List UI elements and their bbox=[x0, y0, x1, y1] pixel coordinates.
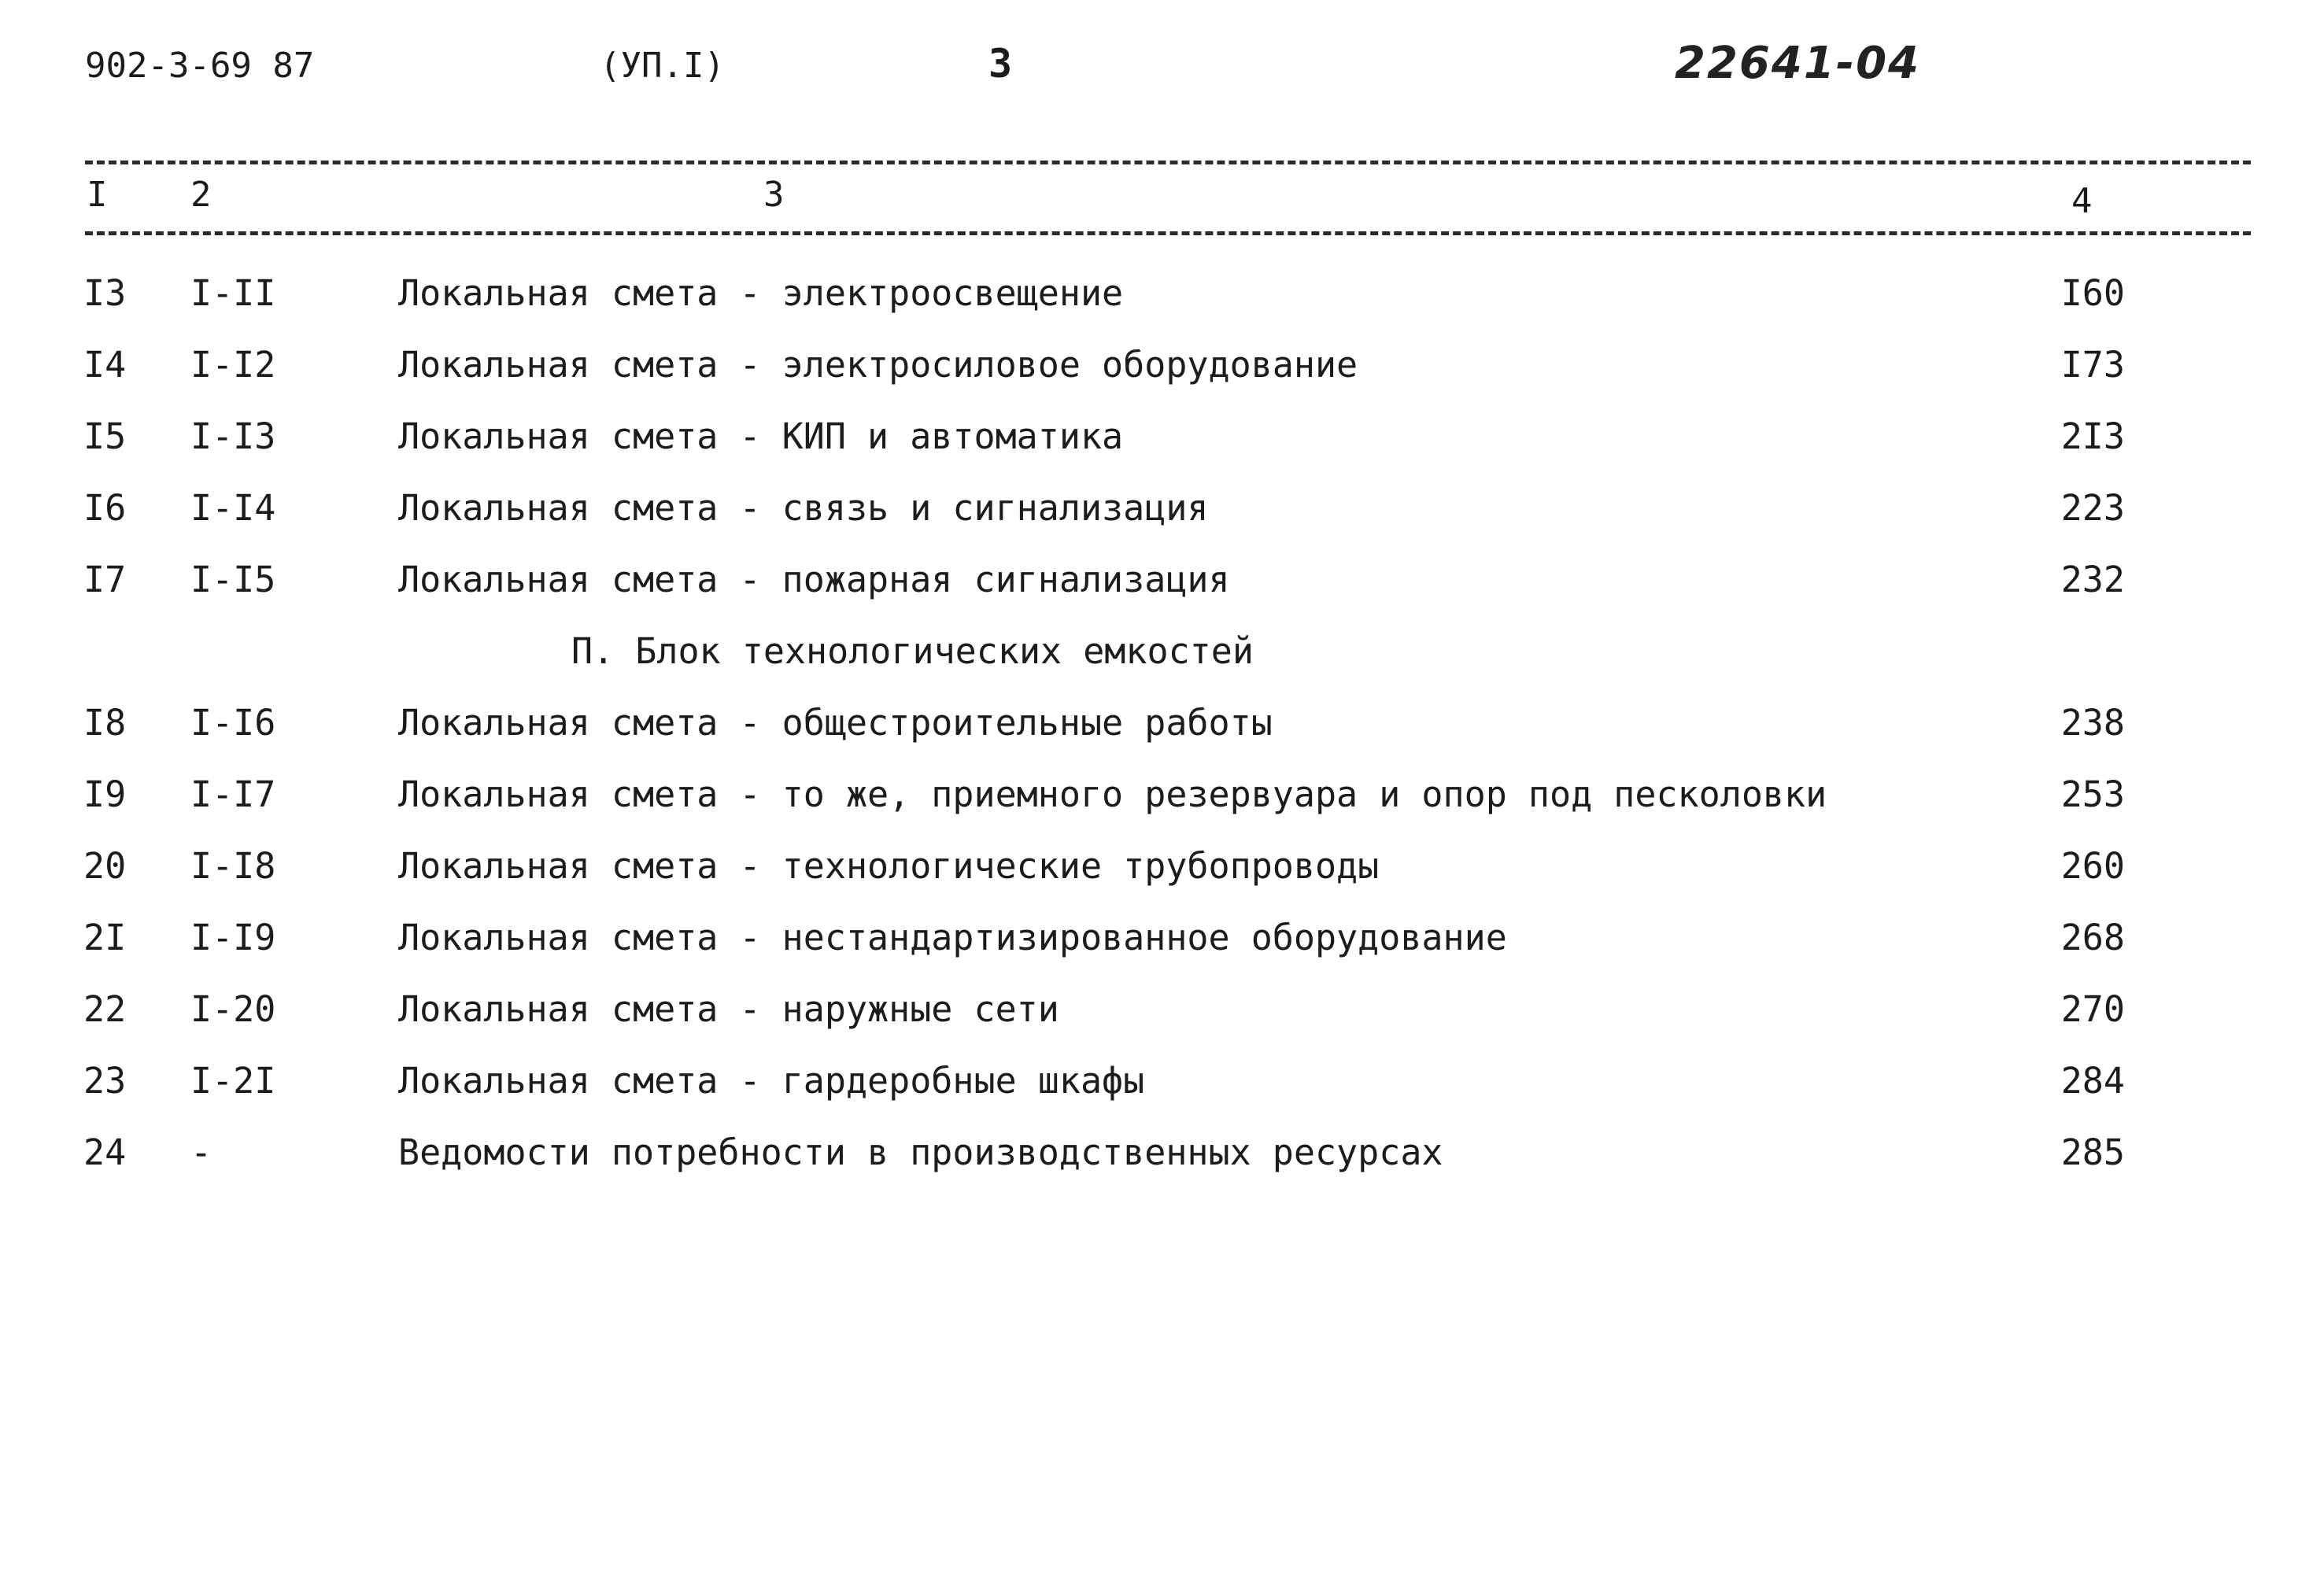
row-description: Локальная смета - то же, приемного резервуара и опор под песколовки bbox=[398, 773, 1827, 815]
row-description: Локальная смета - наружные сети bbox=[398, 988, 1059, 1030]
row-description: Локальная смета - нестандартизированное оборудование bbox=[398, 917, 1507, 958]
table-row bbox=[0, 559, 2324, 630]
table-row bbox=[0, 917, 2324, 988]
row-number: 2I bbox=[83, 917, 127, 958]
row-number: 20 bbox=[83, 845, 127, 887]
row-page: I60 bbox=[2060, 272, 2125, 314]
row-description: Локальная смета - гардеробные шкафы bbox=[398, 1060, 1145, 1102]
row-number: I6 bbox=[83, 487, 127, 529]
row-description: Локальная смета - электросиловое оборудование bbox=[398, 344, 1358, 386]
row-code: - bbox=[190, 1131, 212, 1173]
row-code: I-I3 bbox=[190, 415, 276, 457]
row-code: I-I4 bbox=[190, 487, 276, 529]
table-row bbox=[0, 702, 2324, 773]
row-page: 232 bbox=[2060, 559, 2125, 600]
row-description: Локальная смета - связь и сигнализация bbox=[398, 487, 1209, 529]
row-number: I8 bbox=[83, 702, 127, 744]
table-row bbox=[0, 272, 2324, 344]
row-number: I3 bbox=[83, 272, 127, 314]
doc-code: 902-3-69 87 bbox=[85, 46, 315, 86]
row-page: 223 bbox=[2060, 487, 2125, 529]
row-page: 284 bbox=[2060, 1060, 2125, 1102]
table-row bbox=[0, 487, 2324, 559]
page-number: 3 bbox=[988, 41, 1013, 87]
row-code: I-I6 bbox=[190, 702, 276, 744]
table-row bbox=[0, 415, 2324, 487]
row-number: I4 bbox=[83, 344, 127, 386]
table-row bbox=[0, 1131, 2324, 1203]
row-code: I-2I bbox=[190, 1060, 276, 1102]
row-number: I5 bbox=[83, 415, 127, 457]
row-page: I73 bbox=[2060, 344, 2125, 386]
table-row bbox=[0, 344, 2324, 415]
table-header-divider bbox=[85, 231, 2251, 235]
row-page: 2I3 bbox=[2060, 415, 2125, 457]
column-header-4: 4 bbox=[2071, 181, 2093, 221]
row-number: I9 bbox=[83, 773, 127, 815]
volume-label: (УП.I) bbox=[600, 46, 725, 86]
row-code: I-I7 bbox=[190, 773, 276, 815]
row-code: I-20 bbox=[190, 988, 276, 1030]
table-row bbox=[0, 773, 2324, 845]
row-page: 253 bbox=[2060, 773, 2125, 815]
section-title-text: П. Блок технологических емкостей bbox=[571, 630, 1254, 672]
column-header-3: 3 bbox=[763, 175, 785, 215]
table-row bbox=[0, 1060, 2324, 1131]
table-row bbox=[0, 988, 2324, 1060]
row-description: Локальная смета - общестроительные работы bbox=[398, 702, 1273, 744]
row-number: 22 bbox=[83, 988, 127, 1030]
row-code: I-I5 bbox=[190, 559, 276, 600]
row-description: Ведомости потребности в производственных ресурсах bbox=[398, 1131, 1443, 1173]
row-description: Локальная смета - КИП и автоматика bbox=[398, 415, 1124, 457]
row-number: I7 bbox=[83, 559, 127, 600]
table-body bbox=[0, 272, 2324, 1203]
row-description: Локальная смета - пожарная сигнализация bbox=[398, 559, 1230, 600]
row-page: 285 bbox=[2060, 1131, 2125, 1173]
row-code: I-I2 bbox=[190, 344, 276, 386]
row-page: 270 bbox=[2060, 988, 2125, 1030]
row-code: I-I8 bbox=[190, 845, 276, 887]
row-code: I-I9 bbox=[190, 917, 276, 958]
row-description: Локальная смета - технологические трубопроводы bbox=[398, 845, 1380, 887]
row-page: 260 bbox=[2060, 845, 2125, 887]
row-number: 24 bbox=[83, 1131, 127, 1173]
row-number: 23 bbox=[83, 1060, 127, 1102]
table-top-divider bbox=[85, 161, 2251, 164]
row-page: 268 bbox=[2060, 917, 2125, 958]
column-header-2: 2 bbox=[190, 175, 212, 215]
row-description: Локальная смета - электроосвещение bbox=[398, 272, 1124, 314]
table-row bbox=[0, 845, 2324, 917]
inventory-number: 22641-04 bbox=[1675, 38, 1920, 89]
row-page: 238 bbox=[2060, 702, 2125, 744]
row-code: I-II bbox=[190, 272, 276, 314]
section-title bbox=[0, 630, 2324, 702]
column-header-1: I bbox=[87, 175, 108, 215]
